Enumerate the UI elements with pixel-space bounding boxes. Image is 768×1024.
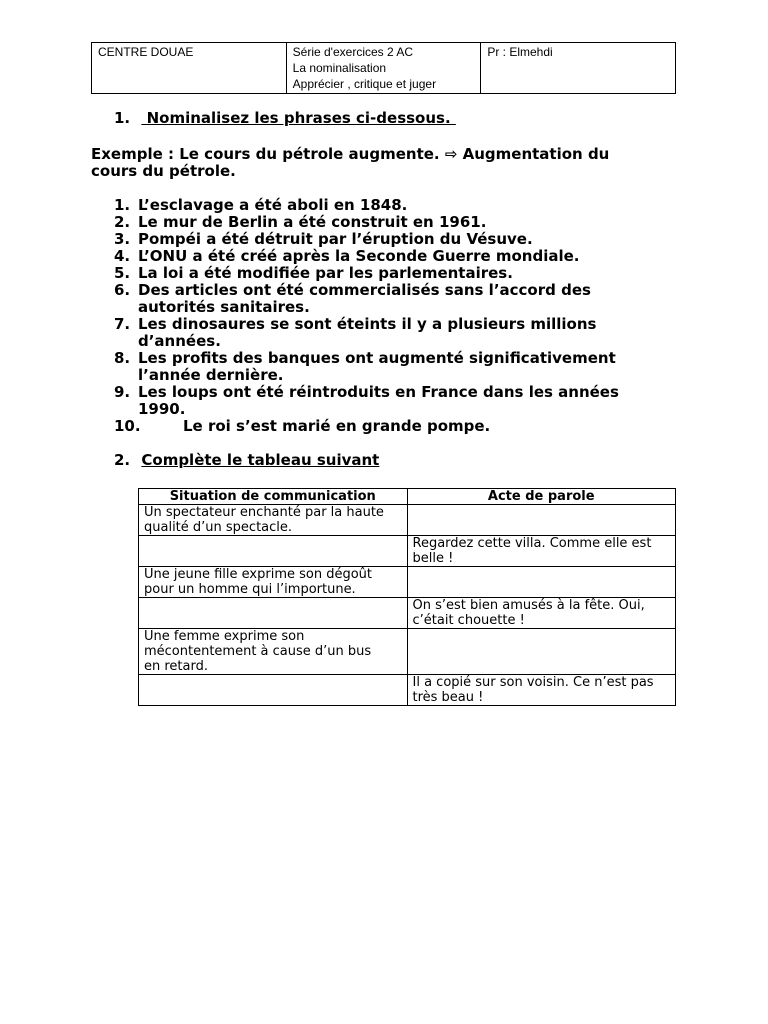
cell-text: qualité d’un spectacle. [144, 520, 293, 535]
situation-cell[interactable] [139, 598, 408, 629]
column-header-situation: Situation de communication [139, 489, 408, 505]
sentence-number: 10. [114, 417, 141, 435]
section2-title: Complète le tableau suivant [141, 451, 380, 469]
situation-cell[interactable] [139, 567, 408, 598]
cell-text: Une femme exprime son [144, 629, 305, 644]
sentence-text: L’ONU a été créé après la Seconde Guerre mondiale. [138, 247, 580, 265]
header-row [92, 43, 676, 94]
series-topic: La nominalisation [292, 61, 387, 75]
section1-title: Nominalisez les phrases ci-dessous. [141, 109, 456, 127]
cell-text: On s’est bien amusés à la fête. Oui, [412, 598, 645, 613]
table-row [139, 629, 676, 675]
school-name-cell [92, 43, 287, 94]
table-row [139, 675, 676, 706]
cell-text: Regardez cette villa. Comme elle est [412, 536, 652, 551]
sentence-text: L’esclavage a été aboli en 1848. [138, 196, 408, 214]
series-cell [286, 43, 481, 94]
section1-heading [114, 110, 456, 127]
situation-cell[interactable] [139, 536, 408, 567]
sentence-number: 6. [114, 281, 131, 299]
cell-text: en retard. [144, 659, 208, 674]
acte-cell[interactable] [407, 629, 676, 675]
example-line-1: Exemple : Le cours du pétrole augmente. ⇨ Augmentation du [91, 145, 610, 163]
sentence-number: 8. [114, 349, 131, 367]
school-name: CENTRE DOUAE [98, 45, 194, 59]
section2-number: 2. [114, 451, 131, 469]
cell-text: Il a copié sur son voisin. Ce n’est pas [412, 675, 654, 690]
situation-cell[interactable] [139, 505, 408, 536]
sentence-text: Les profits des banques ont augmenté significativement [138, 349, 616, 367]
sentence-text: 1990. [138, 400, 186, 418]
sentence-number: 4. [114, 247, 131, 265]
cell-text: Un spectateur enchanté par la haute [144, 505, 384, 520]
sentence-number: 9. [114, 383, 131, 401]
acte-cell[interactable] [407, 536, 676, 567]
cell-text: belle ! [412, 551, 454, 566]
sentence-text: La loi a été modifiée par les parlementaires. [138, 264, 513, 282]
sentence-number: 2. [114, 213, 131, 231]
acte-cell[interactable] [407, 505, 676, 536]
acte-cell[interactable] [407, 675, 676, 706]
table-row [139, 567, 676, 598]
cell-text: pour un homme qui l’importune. [144, 582, 356, 597]
sentence-text: Les dinosaures se sont éteints il y a plusieurs millions [138, 315, 597, 333]
sentence-text: Les loups ont été réintroduits en France dans les années [138, 383, 619, 401]
table-row [139, 536, 676, 567]
cell-text: mécontentement à cause d’un bus [144, 644, 372, 659]
column-header-acte: Acte de parole [407, 489, 676, 505]
section2-heading [114, 452, 379, 469]
header-table [91, 42, 676, 94]
section1-number: 1. [114, 109, 131, 127]
sentence-text: d’années. [138, 332, 221, 350]
situation-cell[interactable] [139, 675, 408, 706]
teacher-cell [481, 43, 676, 94]
table-header-row [139, 489, 676, 505]
cell-text: c’était chouette ! [412, 613, 525, 628]
cell-text: très beau ! [412, 690, 484, 705]
acte-cell[interactable] [407, 598, 676, 629]
series-title: Série d'exercices 2 AC [292, 45, 414, 59]
situation-cell[interactable] [139, 629, 408, 675]
table-row [139, 505, 676, 536]
table-row [139, 598, 676, 629]
series-subtopic: Apprécier , critique et juger [292, 77, 437, 91]
sentence-text: Le roi s’est marié en grande pompe. [183, 417, 491, 435]
sentence-number: 7. [114, 315, 131, 333]
example-line-2: cours du pétrole. [91, 162, 236, 180]
sentence-number: 1. [114, 196, 131, 214]
exercise-table [138, 488, 676, 706]
cell-text: Une jeune fille exprime son dégoût [144, 567, 373, 582]
sentence-text: l’année dernière. [138, 366, 284, 384]
sentence-text: Des articles ont été commercialisés sans l’accord des [138, 281, 591, 299]
sentence-text: Pompéi a été détruit par l’éruption du Vésuve. [138, 230, 533, 248]
teacher-name: Pr : Elmehdi [487, 45, 553, 59]
sentence-number: 3. [114, 230, 131, 248]
sentence-number: 5. [114, 264, 131, 282]
sentence-text: autorités sanitaires. [138, 298, 310, 316]
sentence-text: Le mur de Berlin a été construit en 1961. [138, 213, 487, 231]
acte-cell[interactable] [407, 567, 676, 598]
